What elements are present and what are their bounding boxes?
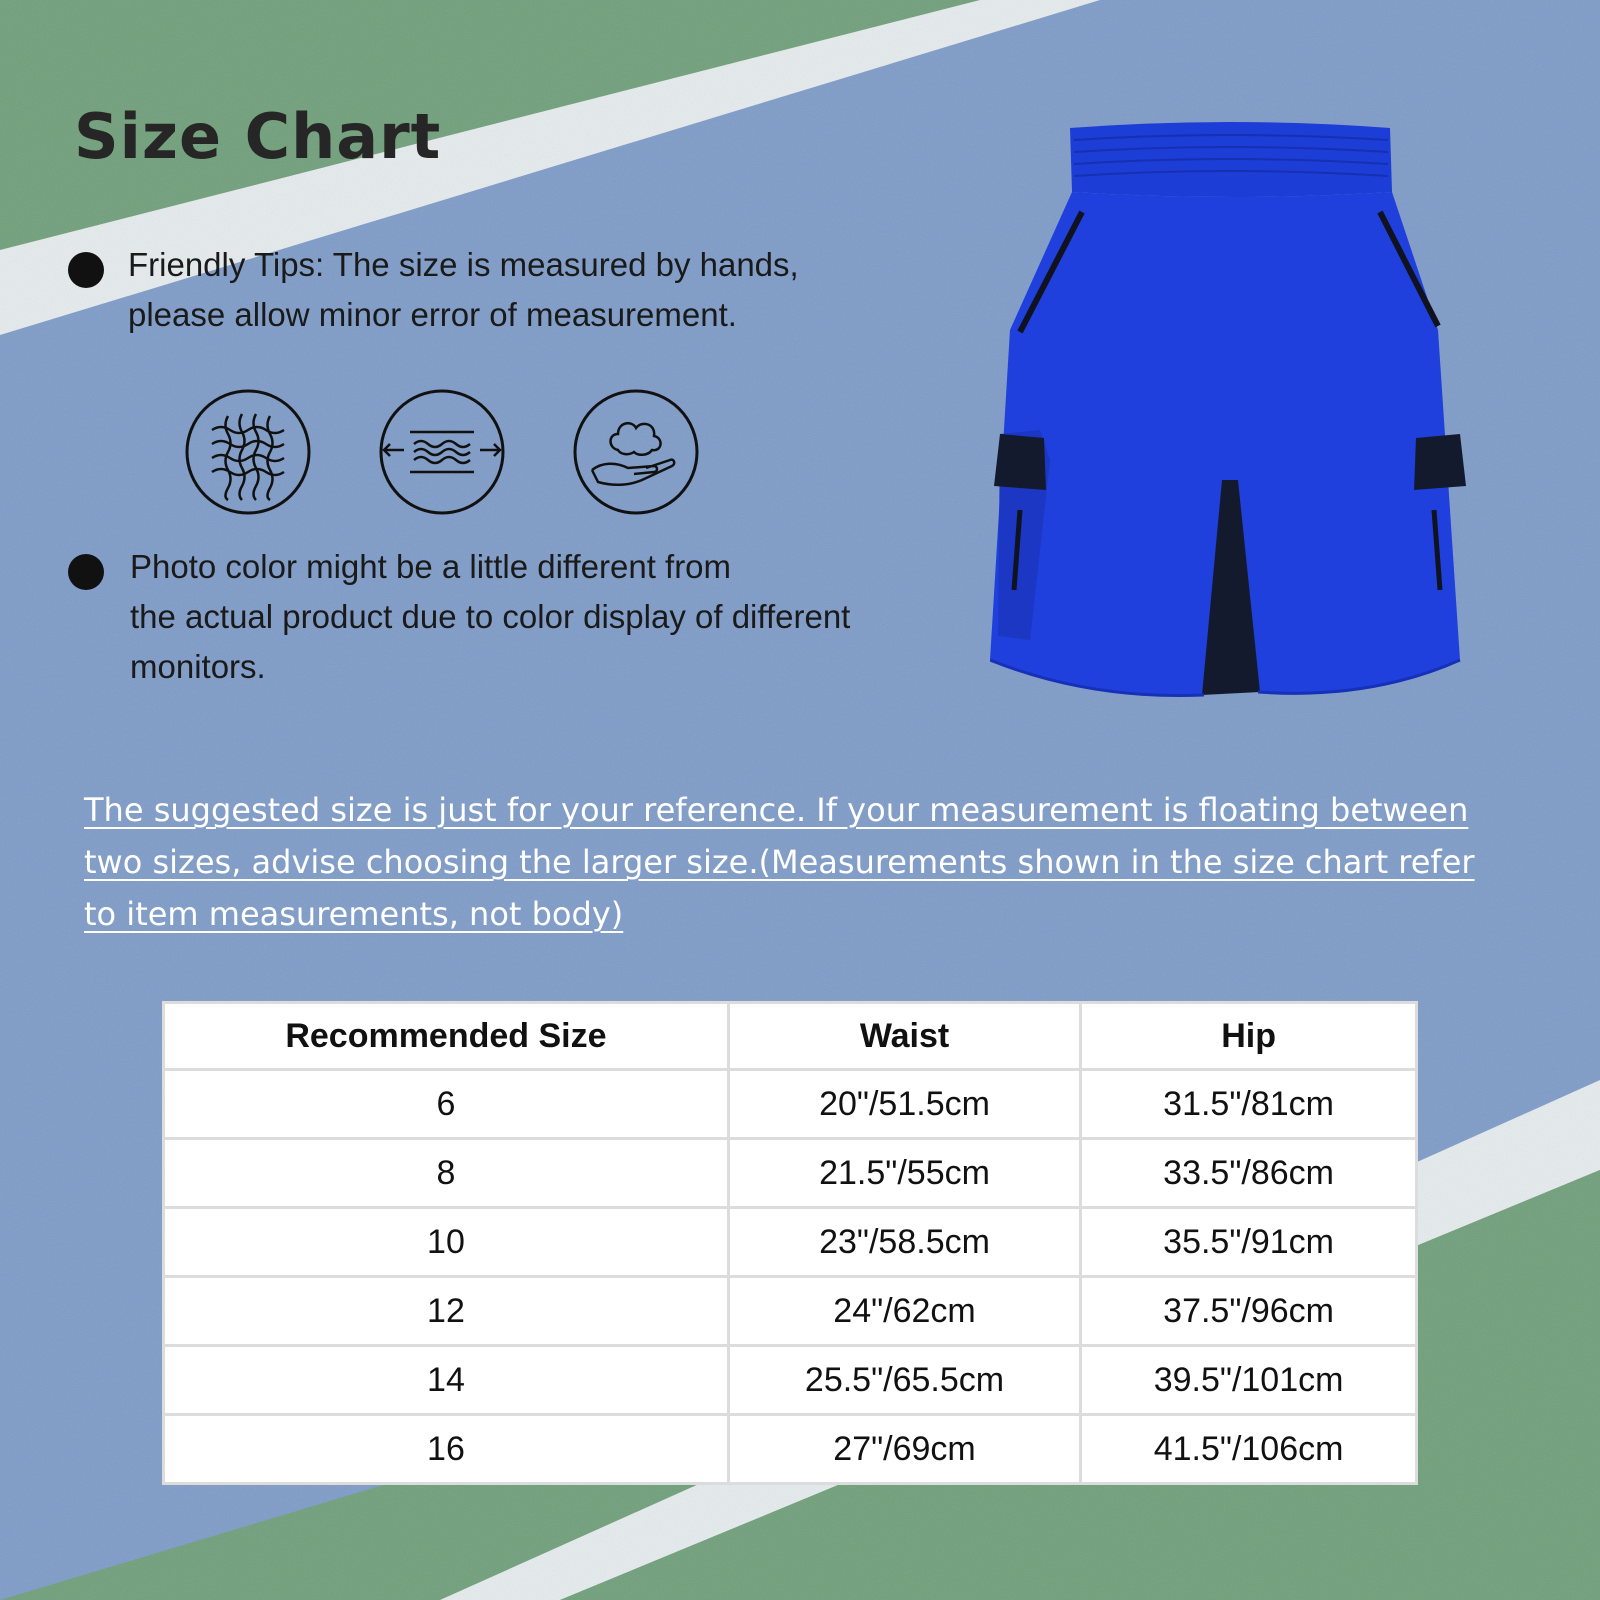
column-header-waist: Waist (728, 1003, 1080, 1070)
color-disclaimer-text: Photo color might be a little different from the actual product due to color display of different monitors. (130, 548, 851, 685)
size-cell: 12 (164, 1277, 729, 1346)
column-header-recommended-size: Recommended Size (164, 1003, 729, 1070)
stretch-fabric-icon (378, 388, 506, 516)
hip-cell: 39.5"/101cm (1081, 1346, 1417, 1415)
size-cell: 10 (164, 1208, 729, 1277)
table-row (164, 1208, 1417, 1277)
friendly-tip-text: Friendly Tips: The size is measured by hands, please allow minor error of measurement. (128, 246, 799, 333)
page-title: Size Chart (74, 100, 442, 173)
waist-cell: 23"/58.5cm (728, 1208, 1080, 1277)
hip-cell: 31.5"/81cm (1081, 1070, 1417, 1139)
size-table (162, 1001, 1418, 1485)
waist-cell: 24"/62cm (728, 1277, 1080, 1346)
table-row (164, 1346, 1417, 1415)
bullet-icon (68, 554, 104, 590)
table-header-row (164, 1003, 1417, 1070)
column-header-hip: Hip (1081, 1003, 1417, 1070)
product-shorts-image (990, 120, 1480, 720)
size-cell: 6 (164, 1070, 729, 1139)
size-cell: 14 (164, 1346, 729, 1415)
size-reference-note: The suggested size is just for your reference. If your measurement is floating between two sizes, advise choosing the larger size.(Measurements shown in the size chart refer to item measurements, not body) (84, 791, 1475, 933)
hip-cell: 35.5"/91cm (1081, 1208, 1417, 1277)
waist-cell: 20"/51.5cm (728, 1070, 1080, 1139)
table-row (164, 1415, 1417, 1484)
bullet-icon (68, 252, 104, 288)
hip-cell: 41.5"/106cm (1081, 1415, 1417, 1484)
waist-cell: 25.5"/65.5cm (728, 1346, 1080, 1415)
hip-cell: 37.5"/96cm (1081, 1277, 1417, 1346)
hip-cell: 33.5"/86cm (1081, 1139, 1417, 1208)
mesh-fabric-icon (184, 388, 312, 516)
size-cell: 16 (164, 1415, 729, 1484)
table-row (164, 1070, 1417, 1139)
waist-cell: 27"/69cm (728, 1415, 1080, 1484)
table-row (164, 1139, 1417, 1208)
waist-cell: 21.5"/55cm (728, 1139, 1080, 1208)
size-cell: 8 (164, 1139, 729, 1208)
soft-cotton-icon (572, 388, 700, 516)
table-row (164, 1277, 1417, 1346)
